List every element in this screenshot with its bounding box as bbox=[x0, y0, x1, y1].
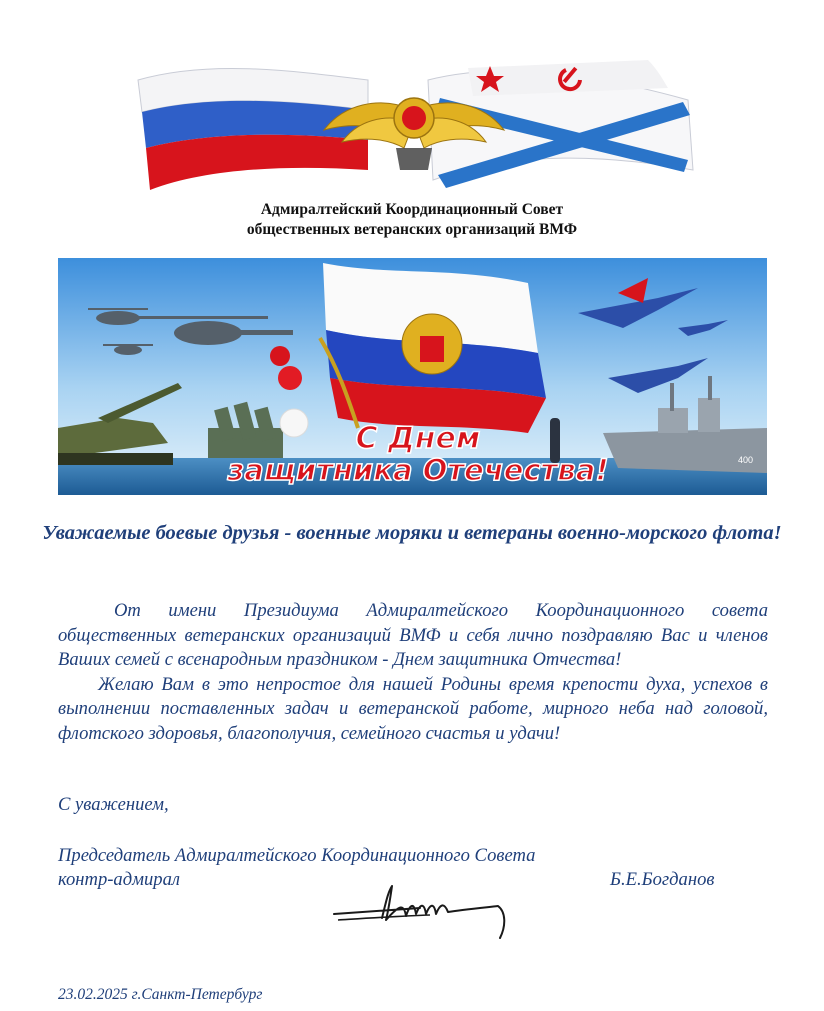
ship-number: 400 bbox=[738, 455, 754, 465]
holiday-poster bbox=[58, 258, 767, 495]
org-line-1: Адмиралтейский Координационный Совет bbox=[260, 201, 564, 218]
handwritten-signature bbox=[330, 882, 520, 942]
closing-regards: С уважением, bbox=[58, 794, 169, 815]
poster-title-line-1: С Днем bbox=[355, 421, 481, 456]
signatory-title: Председатель Адмиралтейского Координационного Совета bbox=[58, 845, 536, 866]
central-flag bbox=[323, 263, 546, 433]
poster-title-line-2: защитника Отечества! bbox=[227, 453, 609, 487]
body-paragraph-2: Желаю Вам в это непростое для нашей Родины время крепости духа, успехов в выполнении поставленных задач и ветеранской работе, мирного неба над головой, флотского здоровья, благополучия, семейного счастья и удачи! bbox=[58, 673, 768, 744]
signatory-rank: контр-адмирал bbox=[58, 869, 180, 890]
russian-flag bbox=[138, 68, 368, 190]
org-line-2: общественных ветеранских организаций ВМФ bbox=[246, 221, 578, 238]
body-paragraph-1: От имени Президиума Адмиралтейского Координационного совета общественных ветеранских организаций ВМФ и себя лично поздравляю Вас и членов Ваших семей с всенародным праздником - Днем защитника Отчества! bbox=[58, 600, 768, 671]
organization-header bbox=[0, 200, 824, 240]
signatory-name: Б.Е.Богданов bbox=[610, 869, 715, 890]
letter-body bbox=[58, 599, 768, 747]
date-place: 23.02.2025 г.Санкт-Петербург bbox=[58, 986, 263, 1003]
flag-banner bbox=[128, 40, 700, 200]
greeting-heading: Уважаемые боевые друзья - военные моряки и ветераны военно-морского флота! bbox=[42, 522, 782, 544]
